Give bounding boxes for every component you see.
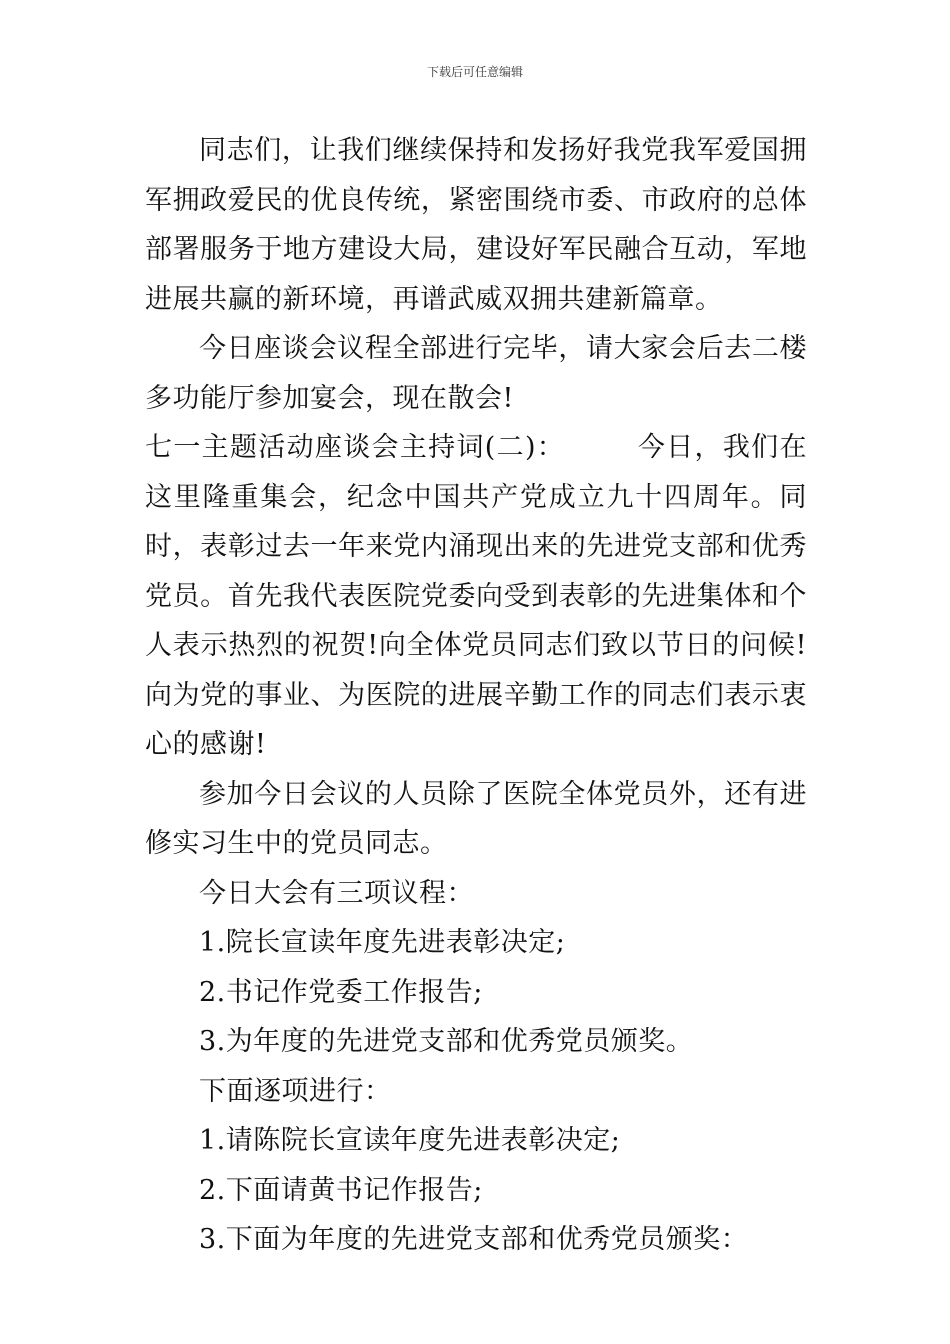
agenda-item: 2.书记作党委工作报告; <box>199 976 483 1008</box>
section-intro-text: 今日，我们在这里隆重集会，纪念中国共产党成立九十四周年。同时，表彰过去一年来党内涌现出来的先进党支部和优秀党员。首先我代表医院党委向受到表彰的先进集体和个人表示热烈的祝贺!向全体党员同志们致以节日的问候!向为党的事业、为医院的进展辛勤工作的同志们表示衷心的感谢! <box>145 432 807 760</box>
section-title: 七一主题活动座谈会主持词(二)： <box>145 432 566 463</box>
agenda-item: 1.院长宣读年度先进表彰决定; <box>199 927 566 958</box>
agenda-item: 3.为年度的先进党支部和优秀党员颁奖。 <box>199 1026 694 1057</box>
step-item: 3.下面为年度的先进党支部和优秀党员颁奖： <box>199 1224 749 1255</box>
paragraph-agenda-intro: 今日大会有三项议程： <box>199 877 474 909</box>
paragraph-proceed: 下面逐项进行： <box>199 1075 392 1107</box>
paragraph-attendees: 参加今日会议的人员除了医院全体党员外，还有进修实习生中的党员同志。 <box>145 778 807 859</box>
step-item: 2.下面请黄书记作报告; <box>199 1174 483 1206</box>
step-item: 1.请陈院长宣读年度先进表彰决定; <box>199 1125 621 1156</box>
paragraph-closing-remarks: 同志们，让我们继续保持和发扬好我党我军爱国拥军拥政爱民的优良传统，紧密围绕市委、市政府的总体部署服务于地方建设大局，建设好军民融合互动，军地进展共赢的新环境，再谱武威双拥共建新篇章。 <box>145 135 807 315</box>
document-body <box>145 126 807 1265</box>
paragraph-section-two <box>145 423 807 770</box>
paragraph-adjourn: 今日座谈会议程全部进行完毕，请大家会后去二楼多功能厅参加宴会，现在散会! <box>145 333 807 414</box>
page-header: 下载后可任意编辑 <box>426 65 523 79</box>
